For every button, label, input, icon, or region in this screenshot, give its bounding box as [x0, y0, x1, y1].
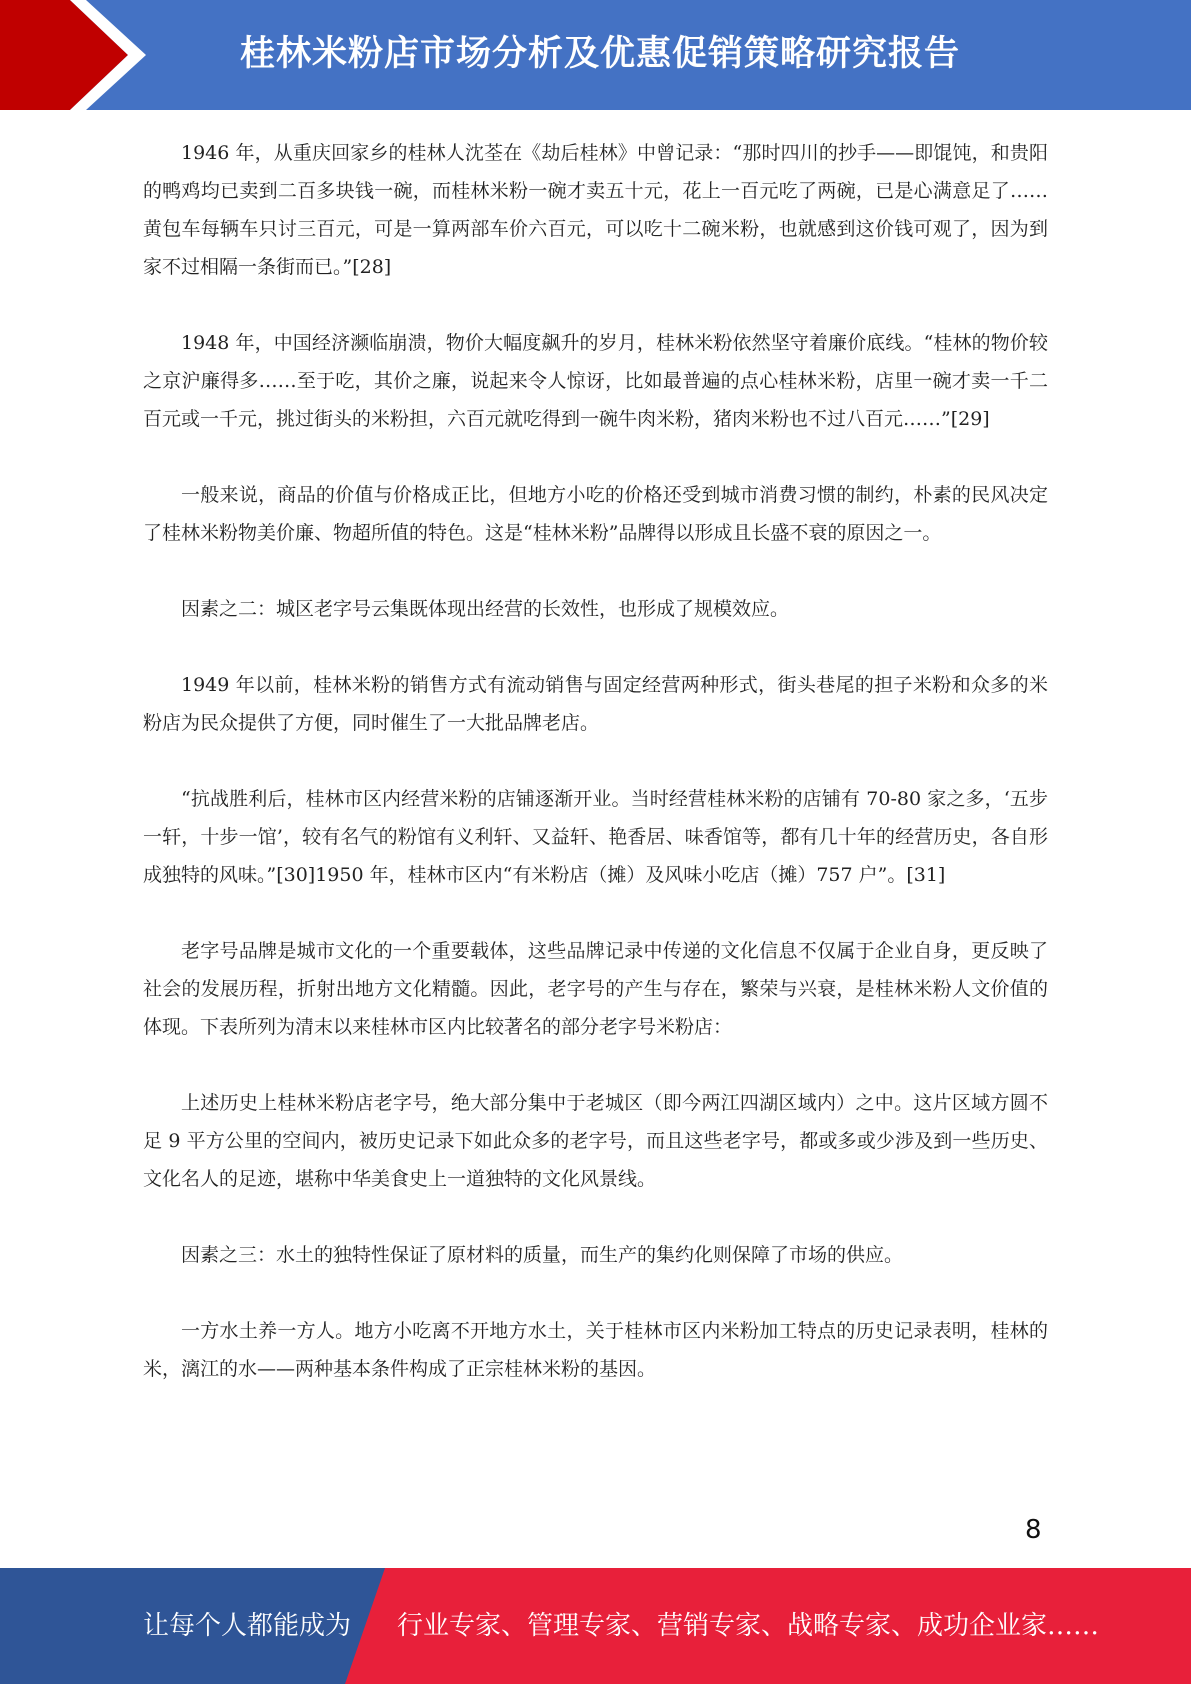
paragraph-factor-three: 因素之三：水土的独特性保证了原材料的质量，而生产的集约化则保障了市场的供应。: [181, 1244, 904, 1266]
chevron-arrow-icon: [0, 0, 160, 110]
paragraph-old-brands: 老字号品牌是城市文化的一个重要载体，这些品牌记录中传递的文化信息不仅属于企业自身，更反映了社会的发展历程，折射出地方文化精髓。因此，老字号的产生与存在，繁荣与兴衰，是桂林米粉人文价值的体现。下表所列为清末以来桂林市区内比较著名的部分老字号米粉店：: [143, 940, 1048, 1038]
footer-slogan-left: 让每个人都能成为: [143, 1611, 352, 1641]
footer-slogan-right: 行业专家、管理专家、营销专家、战略专家、成功企业家……: [397, 1611, 1100, 1641]
page-number: 8: [1025, 1515, 1042, 1545]
paragraph-1948: 1948 年，中国经济濒临崩溃，物价大幅度飙升的岁月，桂林米粉依然坚守着廉价底线。“桂林的物价较之京沪廉得多……至于吃，其价之廉，说起来令人惊讶，比如最普遍的点心桂林米粉，店里一碗才卖一千二百元或一千元，挑过街头的米粉担，六百元就吃得到一碗牛肉米粉，猪肉米粉也不过八百元……”[29]: [143, 332, 1048, 430]
paragraph-post-war-shops: “抗战胜利后，桂林市区内经营米粉的店铺逐渐开业。当时经营桂林米粉的店铺有 70-80 家之多，‘五步一轩，十步一馆’，较有名气的粉馆有义利轩、又益轩、艳香居、味香馆等，都有几十年的经营历史，各自形成独特的风味。”[30]1950 年，桂林市区内“有米粉店（摊）及风味小吃店（摊）757 户”。[31]: [143, 788, 1048, 886]
paragraph-factor-two: 因素之二：城区老字号云集既体现出经营的长效性，也形成了规模效应。: [181, 598, 790, 620]
paragraph-old-city: 上述历史上桂林米粉店老字号，绝大部分集中于老城区（即今两江四湖区域内）之中。这片区域方圆不足 9 平方公里的空间内，被历史记录下如此众多的老字号，而且这些老字号，都或多或少涉及到一些历史、文化名人的足迹，堪称中华美食史上一道独特的文化风景线。: [143, 1092, 1048, 1190]
page-header: [0, 0, 1191, 110]
page-footer: [0, 1568, 1191, 1684]
body-content: [143, 134, 1048, 1388]
paragraph-1949: 1949 年以前，桂林米粉的销售方式有流动销售与固定经营两种形式，街头巷尾的担子米粉和众多的米粉店为民众提供了方便，同时催生了一大批品牌老店。: [143, 674, 1048, 734]
paragraph-price-value: 一般来说，商品的价值与价格成正比，但地方小吃的价格还受到城市消费习惯的制约，朴素的民风决定了桂林米粉物美价廉、物超所值的特色。这是“桂林米粉”品牌得以形成且长盛不衰的原因之一。: [143, 484, 1048, 544]
paragraph-1946: 1946 年，从重庆回家乡的桂林人沈荃在《劫后桂林》中曾记录：“那时四川的抄手——即馄饨，和贵阳的鸭鸡均已卖到二百多块钱一碗，而桂林米粉一碗才卖五十元，花上一百元吃了两碗，已是心满意足了……黄包车每辆车只讨三百元，可是一算两部车价六百元，可以吃十二碗米粉，也就感到这价钱可观了，因为到家不过相隔一条街而已。”[28]: [143, 142, 1048, 278]
report-title: 桂林米粉店市场分析及优惠促销策略研究报告: [240, 34, 961, 74]
paragraph-water-soil: 一方水土养一方人。地方小吃离不开地方水土，关于桂林市区内米粉加工特点的历史记录表明，桂林的米，漓江的水——两种基本条件构成了正宗桂林米粉的基因。: [143, 1320, 1048, 1380]
